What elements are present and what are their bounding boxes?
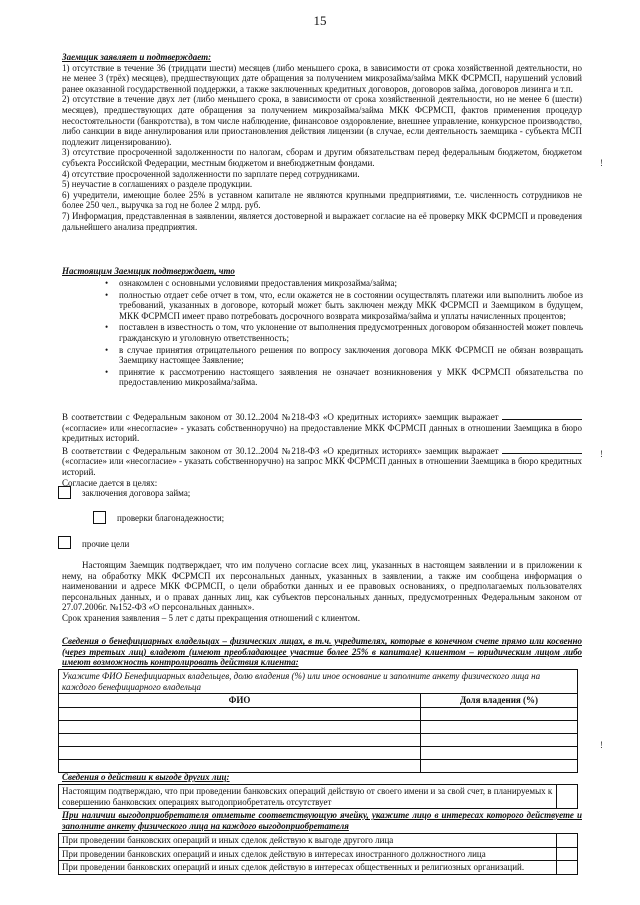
consent-block [62,410,582,488]
personal-data-block [62,560,582,624]
column-header-share: Доля владения (%) [421,694,578,708]
declaration-item: 3) отсутствие просроченной задолженности по налогам, сборам и другим обязательствам перед федеральным бюджетом, бюджетом субъекта Российской Федерации, местным бюджетом и внебюджетным фондами. [62,147,582,168]
declaration-item: 2) отсутствие в течение двух лет (либо меньшего срока, в зависимости от срока хозяйственной деятельности, но не менее 6 (шести) месяцев), предшествующих дате обращения за получением микрозайма/займа МКК ФСРМСП, фактов применения процедур несостоятельности (банкротства), в том числе наблюдение, финансовое оздоровление, внешнее управление, конкурсное производство, либо санкции в виде аннулирования или приостановления действия лицензии (в случае, если деятельность заемщика - субъекта МСП подлежит лицензированию). [62,94,582,147]
beneficiaries-table [58,669,578,773]
declaration-item: 4) отсутствие просроченной задолженности по зарплате перед сотрудниками. [62,168,360,179]
signature-line[interactable] [502,444,582,454]
table-row [59,746,578,759]
margin-mark: ǃ [600,740,603,750]
others-statement: Настоящим подтверждаю, что при проведении банковских операций действую от своего имени и за свой счет, в планируемых к совершению банковских операциях выгодоприобретатель отсутствует [59,785,557,809]
declaration-item: 1) отсутствие в течение 36 (тридцати шести) месяцев (либо меньшего срока, в зависимости от срока хозяйственной деятельности, но не менее 3 (трёх) месяцев), предшествующих дате обращения за получением микрозайма/займа МКК ФСРМСП, нарушений условий ранее оказанной государственной поддержки, а также заключенных кредитных договоров, договоров займа, договоров лизинга и т.п. [62,62,582,94]
purpose-checkbox-other[interactable] [58,536,71,549]
list-item: • поставлен в известность о том, что уклонение от выполнения предусмотренных договором обязанностей может повлечь гражданскую и уголовную ответственность; [105,322,583,343]
purpose-label-other: прочие цели [82,539,130,549]
column-header-name: ФИО [59,694,421,708]
declaration-heading: Заемщик заявляет и подтверждает: [62,52,212,62]
table-row [59,707,578,720]
option-checkbox[interactable] [557,847,578,861]
declaration-item: 5) неучастие в соглашениях о разделе продукции. [62,179,253,190]
consent-paragraph-2: В соответствии с Федеральным законом от 30.12..2004 №218-ФЗ «О кредитных историях» заемщик выражает («согласие» или «несогласие» - указать собственноручно) на запрос МКК ФСРМСП данных в отношении Заемщика в бюро кредитных историй. [62,445,582,477]
list-item: • полностью отдает себе отчет в том, что, если окажется не в состоянии осуществлять платежи или выполнить любое из требований, указанных в договоре, который может быть заключен между МКК ФСРМСП и Заемщиком в будущем, МКК ФСРМСП имеет право потребовать досрочного возврата микрозайма/займа и уплаты начисленных процентов; [105,289,583,321]
page-number: 15 [313,13,327,28]
list-item: • принятие к рассмотрению настоящего заявления не означает возникновения у МКК ФСРМСП обязательства по предоставлению микрозайма/займа. [105,366,583,388]
table-row: При проведении банковских операций и иных сделок действую в интересах общественных и религиозных организаций. [59,861,578,875]
declaration-item: 7) Информация, представленная в заявлении, является достоверной и выражает согласие на её проверку МКК ФСРМСП и проведения дальнейшего анализа предприятия. [62,210,582,232]
beneficiaries-heading: Сведения о бенефициарных владельцах – физических лицах, в т.ч. учредителях, которые в конечном счете прямо или косвенно (через третьих лиц) владеют (имеют преобладающее участие более 25% в капитале) клиентом – юридическим лицом либо имеют возможность контролировать действия клиента: [62,636,582,668]
purpose-label-loan: заключения договора займа; [82,488,191,498]
table-row [59,720,578,733]
declaration-item: 6) учредители, имеющие более 25% в уставном капитале не являются крупными предприятиями, т.е. численность сотрудников не более 250 чел., выручка за год не более 2 млрд. руб. [62,189,582,211]
table-row [59,733,578,746]
beneficiary-options-table [58,833,578,875]
purpose-label-reliability: проверки благонадежности; [117,513,225,523]
table-row [59,759,578,772]
signature-line[interactable] [502,410,582,420]
margin-mark: ǃ [600,449,603,459]
purpose-checkbox-loan[interactable] [58,486,71,499]
personal-data-paragraph: Настоящим Заемщик подтверждает, что им получено согласие всех лиц, указанных в настоящем заявлении и в приложении к нему, на обработку МКК ФСРМСП их персональных данных, указанных в заявлении, а также им сообщена информация о наименовании и адресе МКК ФСРМСП, о цели обработки данных и ее правовых основаниях, о предполагаемых пользователях персональных данных, и о правах данных лиц, как субъектов персональных данных, предусмотренных Федеральным законом от 27.07.2006г. №152-ФЗ «О персональных данных». [62,560,582,613]
list-item: • в случае принятия отрицательного решения по вопросу заключения договора МКК ФСРМСП не обязан возвращать Заемщику настоящее Заявление; [105,344,583,366]
purposes-label: Согласие дается в целях: [62,477,158,488]
beneficiary-heading: При наличии выгодоприобретателя отметьте соответствующую ячейку, укажите лицо в интересах которого действуете и заполните анкету физического лица на каждого выгодоприобретателя [62,810,582,831]
declaration-block [62,52,582,232]
purpose-checkbox-reliability[interactable] [93,511,106,524]
table-row: При проведении банковских операций и иных сделок действую к выгоде другого лица [59,834,578,848]
consent-paragraph-1: В соответствии с Федеральным законом от 30.12..2004 №218-ФЗ «О кредитных историях» заемщик выражает («согласие» или «несогласие» - указать собственноручно) на предоставление МКК ФСРМСП данных в отношении Заемщика в бюро кредитных историй. [62,412,582,444]
margin-mark: ǃ [600,158,603,168]
option-checkbox[interactable] [557,861,578,875]
list-item: • ознакомлен с основными условиями предоставления микрозайма/займа; [105,278,398,288]
table-row: При проведении банковских операций и иных сделок действую в интересах иностранного должностного лица [59,847,578,861]
confirm-heading: Настоящим Заемщик подтверждает, что [62,266,235,276]
others-checkbox[interactable] [557,785,578,809]
option-checkbox[interactable] [557,834,578,848]
beneficiaries-note: Укажите ФИО Бенефициарных владельцев, долю владения (%) или иное основание и заполните анкету физического лица на каждого бенефициарного владельца [59,670,578,694]
others-heading: Сведения о действии к выгоде других лиц: [62,772,230,782]
storage-term: Срок хранения заявления – 5 лет с даты прекращения отношений с клиентом. [62,612,360,623]
confirm-list [105,278,583,389]
others-table [58,784,578,809]
